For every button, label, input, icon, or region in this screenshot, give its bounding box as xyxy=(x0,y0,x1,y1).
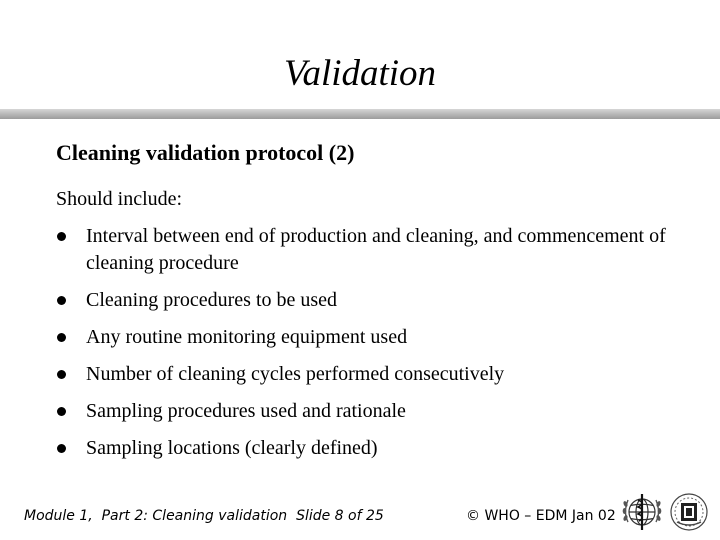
bullet-item-monitoring xyxy=(56,324,676,351)
intro-text: Should include: xyxy=(56,188,183,210)
footer-module-info: Module 1, Part 2: Cleaning validation Slide 8 of 25 xyxy=(24,508,384,524)
bullet-item-sampling-procedures xyxy=(56,398,676,425)
slide-subtitle: Cleaning validation protocol (2) xyxy=(56,140,355,165)
bullet-icon xyxy=(57,370,66,379)
bullet-item-procedures xyxy=(56,287,676,314)
footer-copyright: © WHO – EDM Jan 02 xyxy=(466,508,616,524)
bullet-icon xyxy=(57,232,66,241)
bullet-text: Any routine monitoring equipment used xyxy=(86,326,408,348)
bullet-list xyxy=(56,223,676,472)
who-emblem-icon xyxy=(620,490,664,534)
bullet-item-interval xyxy=(56,223,676,277)
bullet-item-cycles xyxy=(56,361,676,388)
bullet-text: Sampling procedures used and rationale xyxy=(86,400,406,422)
bullet-text: Sampling locations (clearly defined) xyxy=(86,437,378,459)
slide-title: Validation xyxy=(283,53,437,94)
bullet-icon xyxy=(57,407,66,416)
bullet-text: Number of cleaning cycles performed consecutively xyxy=(86,363,505,385)
edm-emblem-icon xyxy=(667,490,711,534)
bullet-icon xyxy=(57,333,66,342)
bullet-icon xyxy=(57,444,66,453)
bullet-item-sampling-locations xyxy=(56,435,676,462)
bullet-text: Interval between end of production and cleaning, and commencement of cleaning procedure xyxy=(86,225,666,274)
bullet-text: Cleaning procedures to be used xyxy=(86,289,338,311)
bullet-icon xyxy=(57,296,66,305)
title-divider xyxy=(0,109,720,119)
